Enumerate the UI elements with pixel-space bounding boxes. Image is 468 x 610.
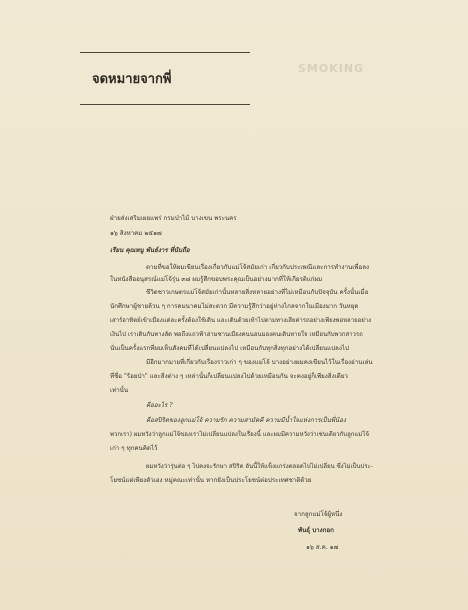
sender-address: ฝ่ายส่งเสริมเผยแพร่ กรมป่าไม้ บางเขน พระนคร [110,215,237,222]
heading-rule-bottom [80,104,250,105]
salutation: เรียน คุณหนู พันธ์งาร ที่นับถือ [110,247,190,254]
bleed-through-stamp: SMOKING [298,62,365,75]
body-line: ในหนังสืออนุสรณ์แม่โจ้รุ่น ๓๘ ผมรู้สึกขอบพระคุณเป็นอย่างมากที่ให้เกียรติแก่ผม [110,276,323,283]
signature-date: ๑๖ ส.ค. ๑๗ [306,544,339,551]
closing-line: ผมหวังว่ารุ่นต่อ ๆ ไปคงจะรักษา สปิริต อันนี้ให้แข็งแกร่งตลอดไปไม่เปลี่ยน ซึ่งไม่เป็นประ- [146,463,373,470]
body-line: เท่านั้น [110,387,129,394]
closing-line: โยชน์แต่เพียงตัวเอง หมู่คณะเท่านั้น หากยังเป็นประโยชน์ต่อประเทศชาติด้วย [110,477,312,484]
signoff: จากลูกแม่โจ้ผู้หนึ่ง [294,511,343,518]
body-line: ชีวิตชาวเกษตรแม่โจ้สมัยเก่านั้นหลายสิ่งหลายอย่างที่ไม่เหมือนกับปัจจุบัน ครั้งนั้นเมื่อ [146,289,369,296]
answer-line: คือสปิริตของลูกแม่โจ้ ความรัก ความสามัคคี ความมีน้ำใจแห่งการเป็นพี่น้อง [146,417,346,424]
body-line: นักศึกษาผู้ชายล้วน ๆ การคมนาคมไม่สะดวก มีความรู้สึกว่าอยู่ห่างไกลจากในเมืองมาก วันหยุด [110,303,359,310]
answer-line: พวกเรา) ผมหวังว่าลูกแม่โจ้ของเราไม่เปลี่ยนแปลงในเรื่องนี้ และผมมีความหวังว่าเช่นเดียวกับลูกแม่โจ้ [110,431,369,438]
question: คืออะไร ? [146,402,173,409]
body-line: เงินไป เราเดินกันทางลัด พอถึงแถวฟ้าฮ่ามซานเมืองคนนอนมองคนเดินหายใจ เหมือนกับพวกสาวรถ [110,331,363,338]
body-line: ที่ชื่อ "ร้อยป่า" และสิ่งต่าง ๆ เหล่านั้นก็เปลี่ยนแปลงไปด้วยเหมือนกัน จะคงอยู่ก็เพียงสิ่งเดียว [110,373,348,380]
body-line: นั่นเป็นครั้งแรกที่ผมเห็นสังคมที่ได้เปลี่ยนแปลงไป เหมือนกับทุกสิ่งทุกอย่างได้เปลี่ยนแปลงไป [110,345,349,352]
letter-date: ๑๖ สิงหาคม ๒๕๑๗ [110,230,162,237]
body-line: เสาร์อาทิตย์เข้าเมืองแต่ละครั้งต้องใช้เดิน และเดินด้วยเท้าไปตามทางเสียค่ารถอย่างเพียงพอหลายอย่าง [110,317,372,324]
heading-rule-top [80,52,250,53]
answer-line: เก่า ๆ ทุกคนคิดไว้ [110,445,158,452]
signer-name: พันธุ์ บางกอก [298,527,334,534]
body-line: ตามที่ขอให้ผมเขียนเรื่องเกี่ยวกับแม่โจ้สมัยเก่า เกี่ยวกับประเพณีและการทำงานเพื่อลง [146,264,370,271]
page-heading: จดหมายจากพี่ [92,72,172,87]
body-line: มีอีกมากมายที่เกี่ยวกับเรื่องราวเก่า ๆ ของแม่โจ้ บางอย่างผมคงเขียนไว้ในเรื่องอ่านเล่น [146,359,373,366]
